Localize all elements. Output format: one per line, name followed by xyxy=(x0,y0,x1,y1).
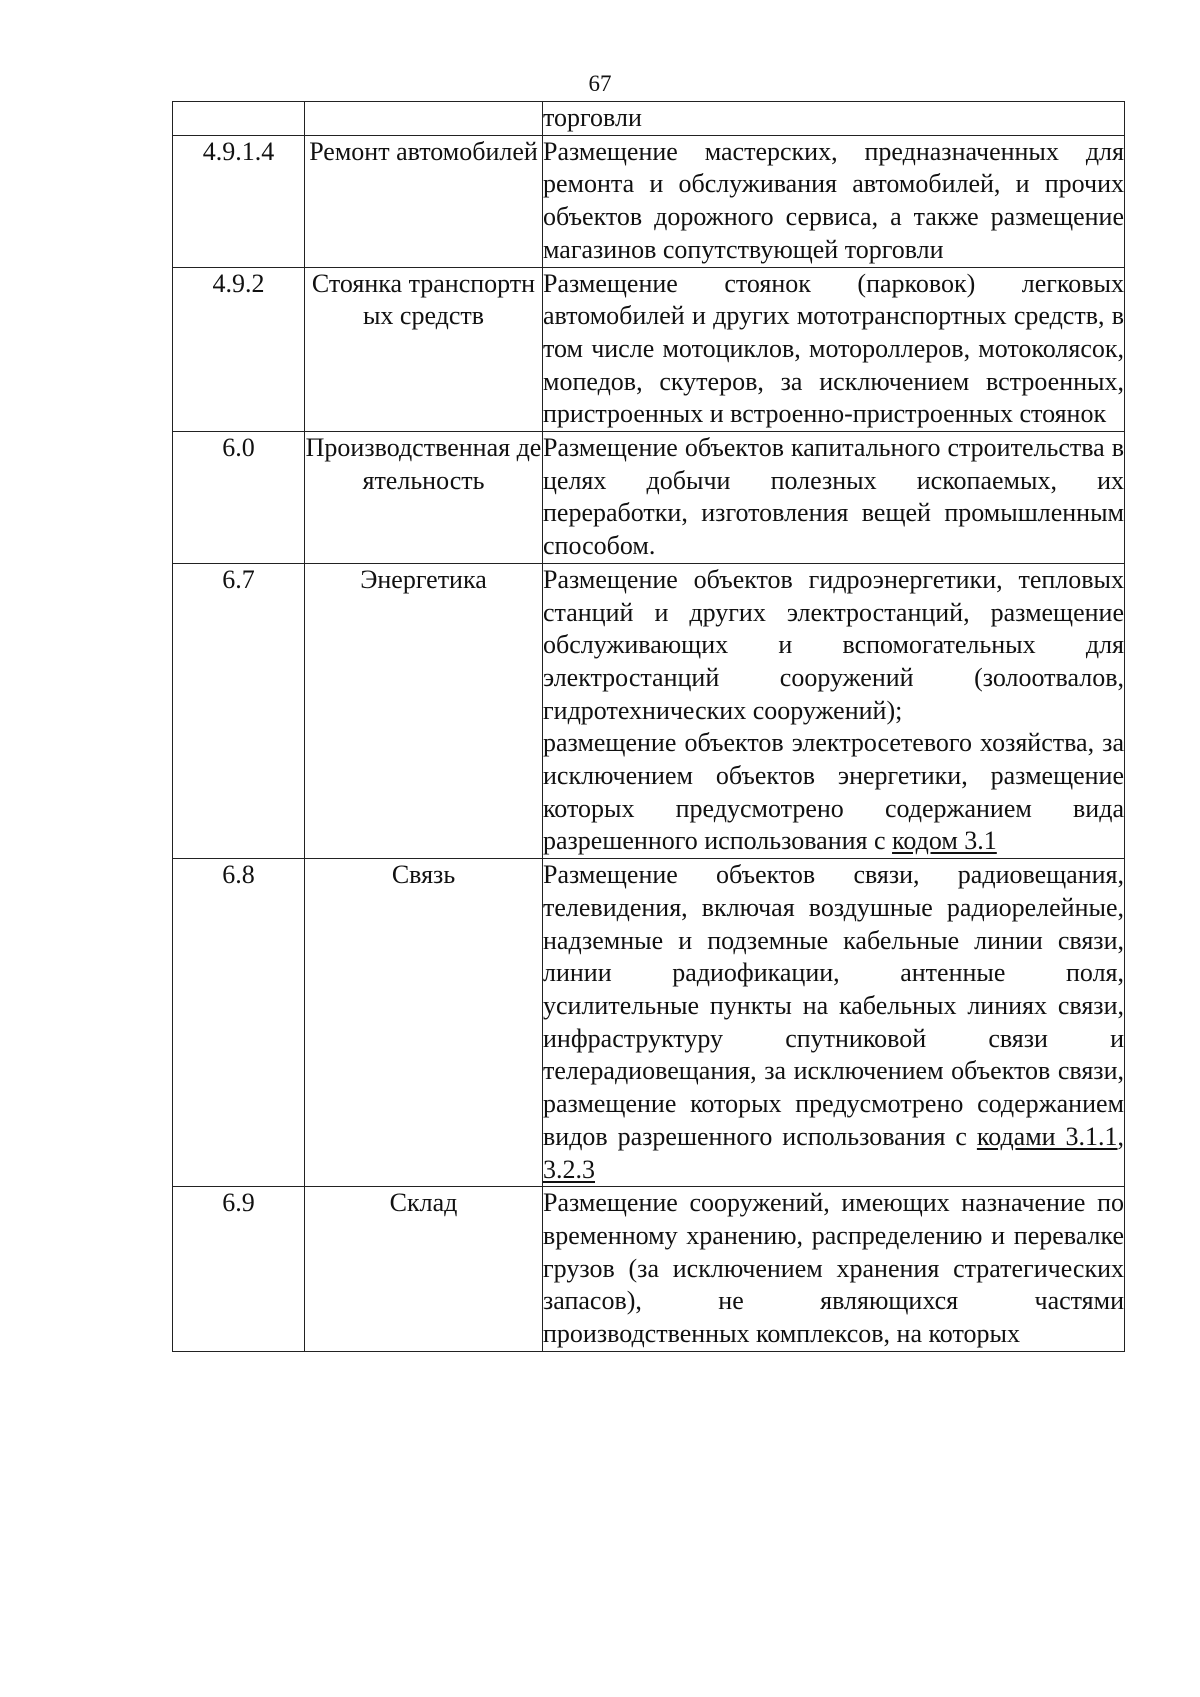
description-paragraph xyxy=(543,268,1124,432)
name-cell: Склад xyxy=(305,1187,543,1352)
land-use-table xyxy=(172,101,1125,1352)
description-text: Размещение сооружений, имеющих назначение по временному хранению, распределению и перевалке грузов (за исключением хранения стратегических запасов), не являющихся частями производственных комплексов, на которых xyxy=(543,1188,1124,1349)
description-text: Размещение объектов гидроэнергетики, тепловых станций и других электростанций, размещение обслуживающих и вспомогательных для электростанций сооружений (золоотвалов, гидротехнических сооружений); xyxy=(543,564,1124,725)
description-paragraph xyxy=(543,432,1124,563)
table-row xyxy=(173,859,1125,1187)
table-row xyxy=(173,102,1125,136)
description-paragraph xyxy=(543,1187,1124,1351)
name-cell: Стоянка транспортных средств xyxy=(305,267,543,432)
code-cell: 6.8 xyxy=(173,859,305,1187)
description-cell xyxy=(543,267,1125,432)
code-cell xyxy=(173,102,305,136)
description-text: Размещение объектов связи, радиовещания, телевидения, включая воздушные радиорелейные, надземные и подземные кабельные линии связи, линии радиофикации, антенные поля, усилительные пункты на кабельных линиях связи, инфраструктуру спутниковой связи и телерадиовещания, за исключением объектов связи, размещение которых предусмотрено содержанием видов разрешенного использования с xyxy=(543,860,1124,1151)
code-cell: 4.9.1.4 xyxy=(173,135,305,267)
name-cell xyxy=(305,102,543,136)
description-text: торговли xyxy=(543,103,642,132)
table-row xyxy=(173,563,1125,858)
description-paragraph: Размещение объектов связи, радиовещания, телевидения, включая воздушные радиорелейные, надземные и подземные кабельные линии связи, линии радиофикации, антенные поля, усилительные пункты на кабельных линиях связи, инфраструктуру спутниковой связи и телерадиовещания, за исключением объектов связи, размещение которых предусмотрено содержанием видов разрешенного использования с кодами 3.1.1, 3.2.3 xyxy=(543,860,1125,1184)
name-cell: Ремонт автомобилей xyxy=(305,135,543,267)
description-paragraph xyxy=(543,136,1124,267)
code-cell: 6.7 xyxy=(173,563,305,858)
name-cell: Связь xyxy=(305,859,543,1187)
description-cell xyxy=(543,1187,1125,1352)
description-text: Размещение стоянок (парковок) легковых автомобилей и других мототранспортных средств, в том числе мотоциклов, мотороллеров, мотоколясок, мопедов, скутеров, за исключением встроенных, пристроенных и встроенно-пристроенных стоянок xyxy=(543,268,1124,429)
description-cell xyxy=(543,135,1125,267)
code-reference-link[interactable]: кодами 3.1.1 xyxy=(976,1121,1118,1151)
code-reference-link[interactable]: кодом 3.1 xyxy=(892,826,997,856)
code-reference-link[interactable]: 3.2.3 xyxy=(543,1154,595,1184)
table-row xyxy=(173,432,1125,564)
name-cell: Энергетика xyxy=(305,563,543,858)
description-paragraph xyxy=(543,102,1124,135)
description-cell xyxy=(543,102,1125,136)
description-text: Размещение мастерских, предназначенных для ремонта и обслуживания автомобилей, и прочих объектов дорожного сервиса, а также размещение магазинов сопутствующей торговли xyxy=(543,136,1124,264)
description-cell xyxy=(543,563,1125,858)
code-cell: 6.0 xyxy=(173,432,305,564)
description-paragraph xyxy=(543,564,1124,728)
page-number: 67 xyxy=(588,71,612,96)
table-row xyxy=(173,1187,1125,1352)
table-row xyxy=(173,267,1125,432)
code-cell: 6.9 xyxy=(173,1187,305,1352)
description-paragraph xyxy=(543,727,1124,858)
description-text: Размещение объектов капитального строительства в целях добычи полезных ископаемых, их переработки, изготовления вещей промышленным способом. xyxy=(543,433,1124,561)
code-cell: 4.9.2 xyxy=(173,267,305,432)
description-cell xyxy=(543,432,1125,564)
description-text: размещение объектов электросетевого хозяйства, за исключением объектов энергетики, размещение которых предусмотрено содержанием вида разрешенного использования с xyxy=(543,728,1124,856)
name-cell: Производственная деятельность xyxy=(305,432,543,564)
table-row xyxy=(173,135,1125,267)
description-cell xyxy=(543,859,1125,1187)
table-body xyxy=(173,102,1125,1352)
